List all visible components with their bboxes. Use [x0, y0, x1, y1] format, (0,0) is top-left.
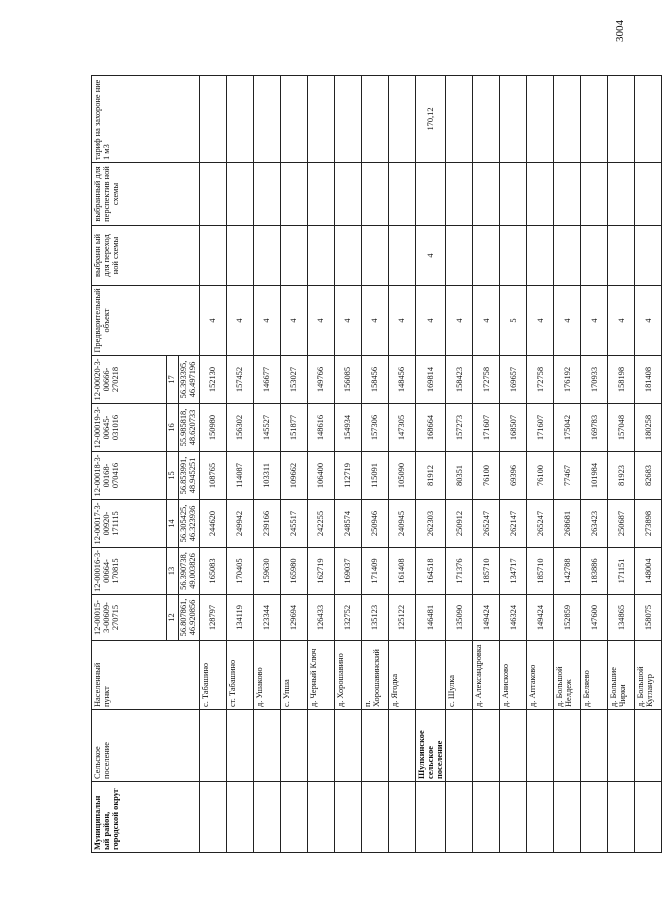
distance-cell: 170405	[227, 548, 254, 595]
locality-cell: д. Ушаково	[254, 641, 281, 710]
distance-cell: 147305	[389, 404, 416, 452]
tariff-cell	[635, 76, 662, 163]
table-row	[500, 76, 527, 853]
municipality-cell	[446, 782, 473, 853]
table-row	[254, 76, 281, 853]
municipality-cell	[527, 782, 554, 853]
municipality-cell	[608, 782, 635, 853]
table-row	[581, 76, 608, 853]
municipality-cell	[500, 782, 527, 853]
distance-cell: 80351	[446, 452, 473, 500]
distance-cell: 129694	[281, 595, 308, 641]
distance-cell: 125122	[389, 595, 416, 641]
distance-cell: 250912	[446, 500, 473, 548]
distance-cell: 157048	[608, 404, 635, 452]
transition-cell	[473, 226, 500, 286]
settlement-cell	[281, 710, 308, 782]
locality-cell: д. Черный Ключ	[308, 641, 335, 710]
tariff-cell	[200, 76, 227, 163]
locality-cell: д. Аптаково	[527, 641, 554, 710]
distance-cell: 157306	[362, 404, 389, 452]
perspective-cell	[335, 163, 362, 226]
distance-cell: 161408	[389, 548, 416, 595]
distance-cell: 250687	[608, 500, 635, 548]
table-row	[200, 76, 227, 853]
distance-cell: 82683	[635, 452, 662, 500]
distance-cell: 169814	[416, 356, 446, 404]
distance-cell: 262147	[500, 500, 527, 548]
distance-cell: 183886	[581, 548, 608, 595]
settlement-cell	[254, 710, 281, 782]
municipality-cell	[200, 782, 227, 853]
column-number: 12	[167, 595, 179, 641]
perspective-cell	[473, 163, 500, 226]
distance-cell: 171151	[608, 548, 635, 595]
preliminary-cell: 4	[581, 286, 608, 356]
preliminary-cell: 4	[416, 286, 446, 356]
distance-cell: 105090	[389, 452, 416, 500]
distance-cell: 76100	[473, 452, 500, 500]
page-number: 3004	[614, 20, 626, 42]
header-code: 12-00020-3-00666-270218	[92, 356, 167, 404]
preliminary-cell: 4	[608, 286, 635, 356]
perspective-cell	[608, 163, 635, 226]
locality-cell: д. Анисково	[500, 641, 527, 710]
table-row	[362, 76, 389, 853]
municipality-cell	[281, 782, 308, 853]
perspective-cell	[527, 163, 554, 226]
distance-cell: 149424	[473, 595, 500, 641]
distance-cell: 180258	[635, 404, 662, 452]
distance-cell: 112719	[335, 452, 362, 500]
transition-cell	[281, 226, 308, 286]
transition-cell	[527, 226, 554, 286]
distance-cell: 153027	[281, 356, 308, 404]
distance-cell: 165980	[281, 548, 308, 595]
perspective-cell	[500, 163, 527, 226]
coordinates: 56.393395, 46.497196	[179, 356, 200, 404]
column-number: 15	[167, 452, 179, 500]
locality-cell: д. Большой Нелдеж	[554, 641, 581, 710]
distance-cell: 151877	[281, 404, 308, 452]
municipality-cell	[473, 782, 500, 853]
tariff-cell	[227, 76, 254, 163]
distance-cell: 172758	[527, 356, 554, 404]
preliminary-cell: 4	[446, 286, 473, 356]
settlement-cell	[554, 710, 581, 782]
distance-cell: 169783	[581, 404, 608, 452]
transition-cell	[200, 226, 227, 286]
preliminary-cell: 4	[527, 286, 554, 356]
tariff-cell: 170,12	[416, 76, 446, 163]
tariff-cell	[281, 76, 308, 163]
table-row	[227, 76, 254, 853]
header-row	[92, 76, 167, 853]
locality-cell: д. Большие Чирки	[608, 641, 635, 710]
municipality-cell	[581, 782, 608, 853]
municipality-cell	[554, 782, 581, 853]
locality-cell: д. Беляево	[581, 641, 608, 710]
coordinates: 56.390738, 49.003826	[179, 548, 200, 595]
tariff-cell	[554, 76, 581, 163]
table-row	[527, 76, 554, 853]
preliminary-cell: 4	[635, 286, 662, 356]
preliminary-cell: 4	[362, 286, 389, 356]
distance-cell: 106400	[308, 452, 335, 500]
distance-cell: 250946	[362, 500, 389, 548]
perspective-cell	[227, 163, 254, 226]
municipality-cell	[389, 782, 416, 853]
coordinates: 55.985818, 48.620733	[179, 404, 200, 452]
distance-cell: 147600	[581, 595, 608, 641]
perspective-cell	[362, 163, 389, 226]
distance-cell: 156085	[335, 356, 362, 404]
settlement-cell	[527, 710, 554, 782]
perspective-cell	[200, 163, 227, 226]
distance-cell: 157452	[227, 356, 254, 404]
distance-cell: 168664	[416, 404, 446, 452]
distance-cell: 126433	[308, 595, 335, 641]
column-number: 16	[167, 404, 179, 452]
distance-cell: 158075	[635, 595, 662, 641]
header-code: 12-00019-3-00645-031016	[92, 404, 167, 452]
settlement-cell	[335, 710, 362, 782]
preliminary-cell: 4	[254, 286, 281, 356]
table-row	[473, 76, 500, 853]
preliminary-cell: 4	[227, 286, 254, 356]
tariff-cell	[527, 76, 554, 163]
table-row	[608, 76, 635, 853]
data-table	[91, 75, 662, 853]
distance-cell: 171607	[473, 404, 500, 452]
perspective-cell	[416, 163, 446, 226]
distance-cell: 164518	[416, 548, 446, 595]
distance-cell: 77467	[554, 452, 581, 500]
settlement-cell	[635, 710, 662, 782]
perspective-cell	[635, 163, 662, 226]
transition-cell	[227, 226, 254, 286]
distance-cell: 156302	[227, 404, 254, 452]
perspective-cell	[254, 163, 281, 226]
settlement-cell	[362, 710, 389, 782]
municipality-cell	[254, 782, 281, 853]
settlement-cell	[608, 710, 635, 782]
coordinates: 56.807861, 46.920856	[179, 595, 200, 641]
distance-cell: 103311	[254, 452, 281, 500]
preliminary-cell: 4	[200, 286, 227, 356]
column-number: 17	[167, 356, 179, 404]
distance-cell: 185710	[527, 548, 554, 595]
distance-cell: 148004	[635, 548, 662, 595]
distance-cell: 169037	[335, 548, 362, 595]
distance-cell: 158423	[446, 356, 473, 404]
municipality-cell	[308, 782, 335, 853]
locality-cell: д. Хорошавино	[335, 641, 362, 710]
locality-cell: с. Табашино	[200, 641, 227, 710]
column-number: 13	[167, 548, 179, 595]
header-code: 12-00018-3-00168-070416	[92, 452, 167, 500]
distance-cell: 244620	[200, 500, 227, 548]
locality-cell: п. Хорошавинский	[362, 641, 389, 710]
locality-cell: ст. Табашино	[227, 641, 254, 710]
header-settlement: Сельское поселение	[92, 710, 200, 782]
transition-cell	[608, 226, 635, 286]
tariff-cell	[389, 76, 416, 163]
distance-cell: 239166	[254, 500, 281, 548]
transition-cell	[254, 226, 281, 286]
tariff-cell	[335, 76, 362, 163]
distance-cell: 262303	[416, 500, 446, 548]
distance-cell: 134119	[227, 595, 254, 641]
distance-cell: 128797	[200, 595, 227, 641]
settlement-cell: Шулкинское сельское поселение	[416, 710, 446, 782]
locality-cell: д. Александровка	[473, 641, 500, 710]
distance-cell: 81923	[608, 452, 635, 500]
header-selected-perspective: выбранный для перспектив ной схемы	[92, 163, 200, 226]
distance-cell: 146324	[500, 595, 527, 641]
distance-cell: 171607	[527, 404, 554, 452]
perspective-cell	[581, 163, 608, 226]
distance-cell: 114087	[227, 452, 254, 500]
tariff-cell	[608, 76, 635, 163]
locality-cell	[416, 641, 446, 710]
transition-cell	[362, 226, 389, 286]
distance-cell: 109662	[281, 452, 308, 500]
table-row	[308, 76, 335, 853]
transition-cell	[581, 226, 608, 286]
transition-cell	[635, 226, 662, 286]
perspective-cell	[446, 163, 473, 226]
preliminary-cell: 4	[554, 286, 581, 356]
distance-cell: 154934	[335, 404, 362, 452]
distance-cell: 181408	[635, 356, 662, 404]
table-row	[389, 76, 416, 853]
settlement-cell	[308, 710, 335, 782]
locality-cell: с. Шулка	[446, 641, 473, 710]
header-preliminary: Предварительный объект	[92, 286, 200, 356]
column-number: 14	[167, 500, 179, 548]
distance-cell: 115091	[362, 452, 389, 500]
header-code: 12-00017-3-00920-171115	[92, 500, 167, 548]
distance-cell: 273898	[635, 500, 662, 548]
tariff-cell	[362, 76, 389, 163]
distance-cell: 245517	[281, 500, 308, 548]
distance-cell: 152130	[200, 356, 227, 404]
distance-cell: 242255	[308, 500, 335, 548]
perspective-cell	[389, 163, 416, 226]
tariff-cell	[500, 76, 527, 163]
preliminary-cell: 4	[335, 286, 362, 356]
distance-cell: 101984	[581, 452, 608, 500]
locality-cell: д. Ягодка	[389, 641, 416, 710]
distance-cell: 171409	[362, 548, 389, 595]
distance-cell: 81912	[416, 452, 446, 500]
tariff-cell	[581, 76, 608, 163]
tariff-cell	[446, 76, 473, 163]
distance-cell: 149424	[527, 595, 554, 641]
municipality-cell	[635, 782, 662, 853]
distance-cell: 265247	[473, 500, 500, 548]
rotated-table-wrapper	[91, 76, 655, 853]
distance-cell: 175042	[554, 404, 581, 452]
distance-cell: 169657	[500, 356, 527, 404]
municipality-cell	[416, 782, 446, 853]
tariff-cell	[254, 76, 281, 163]
perspective-cell	[554, 163, 581, 226]
distance-cell: 158456	[362, 356, 389, 404]
distance-cell: 185710	[473, 548, 500, 595]
table-row	[281, 76, 308, 853]
table-row	[635, 76, 662, 853]
distance-cell: 165083	[200, 548, 227, 595]
distance-cell: 248574	[335, 500, 362, 548]
distance-cell: 134865	[608, 595, 635, 641]
distance-cell: 265247	[527, 500, 554, 548]
header-selected-transition: выбранн ый для переход ной схемы	[92, 226, 200, 286]
distance-cell: 240945	[389, 500, 416, 548]
distance-cell: 162719	[308, 548, 335, 595]
distance-cell: 159630	[254, 548, 281, 595]
transition-cell	[554, 226, 581, 286]
table-row	[554, 76, 581, 853]
distance-cell: 263423	[581, 500, 608, 548]
settlement-cell	[389, 710, 416, 782]
preliminary-cell: 5	[500, 286, 527, 356]
distance-cell: 135090	[446, 595, 473, 641]
coordinates: 56.853991, 48.945251	[179, 452, 200, 500]
settlement-cell	[500, 710, 527, 782]
table-row	[446, 76, 473, 853]
distance-cell: 171376	[446, 548, 473, 595]
settlement-cell	[200, 710, 227, 782]
header-code: 12-00016-3-00664-170815	[92, 548, 167, 595]
distance-cell: 170933	[581, 356, 608, 404]
coordinates: 56.305425, 46.323936	[179, 500, 200, 548]
distance-cell: 146481	[416, 595, 446, 641]
transition-cell	[500, 226, 527, 286]
distance-cell: 134717	[500, 548, 527, 595]
settlement-cell	[473, 710, 500, 782]
transition-cell	[335, 226, 362, 286]
preliminary-cell: 4	[473, 286, 500, 356]
distance-cell: 76100	[527, 452, 554, 500]
distance-cell: 157273	[446, 404, 473, 452]
distance-cell: 145527	[254, 404, 281, 452]
settlement-cell	[227, 710, 254, 782]
settlement-cell	[446, 710, 473, 782]
distance-cell: 176192	[554, 356, 581, 404]
locality-cell: с. Упша	[281, 641, 308, 710]
distance-cell: 148456	[389, 356, 416, 404]
header-code: 12-00015-3-00609-270715	[92, 595, 167, 641]
municipality-cell	[227, 782, 254, 853]
distance-cell: 268681	[554, 500, 581, 548]
distance-cell: 152859	[554, 595, 581, 641]
locality-cell: д. Большой Кугланур	[635, 641, 662, 710]
distance-cell: 132752	[335, 595, 362, 641]
transition-cell: 4	[416, 226, 446, 286]
preliminary-cell: 4	[389, 286, 416, 356]
distance-cell: 123344	[254, 595, 281, 641]
header-municipality: Муниципальн ый район, городской округ	[92, 782, 200, 853]
tariff-cell	[473, 76, 500, 163]
distance-cell: 135123	[362, 595, 389, 641]
preliminary-cell: 4	[281, 286, 308, 356]
distance-cell: 69396	[500, 452, 527, 500]
transition-cell	[389, 226, 416, 286]
distance-cell: 168507	[500, 404, 527, 452]
municipality-cell	[362, 782, 389, 853]
distance-cell: 108765	[200, 452, 227, 500]
distance-cell: 149766	[308, 356, 335, 404]
preliminary-cell: 4	[308, 286, 335, 356]
distance-cell: 249942	[227, 500, 254, 548]
perspective-cell	[281, 163, 308, 226]
distance-cell: 158198	[608, 356, 635, 404]
table-row	[416, 76, 446, 853]
transition-cell	[446, 226, 473, 286]
header-locality: Населенный пункт	[92, 641, 200, 710]
tariff-cell	[308, 76, 335, 163]
distance-cell: 172758	[473, 356, 500, 404]
table-row	[335, 76, 362, 853]
perspective-cell	[308, 163, 335, 226]
municipality-cell	[335, 782, 362, 853]
distance-cell: 148616	[308, 404, 335, 452]
distance-cell: 142788	[554, 548, 581, 595]
distance-cell: 146677	[254, 356, 281, 404]
distance-cell: 150980	[200, 404, 227, 452]
settlement-cell	[581, 710, 608, 782]
transition-cell	[308, 226, 335, 286]
header-tariff: тариф на захороне ние 1 м3	[92, 76, 200, 163]
